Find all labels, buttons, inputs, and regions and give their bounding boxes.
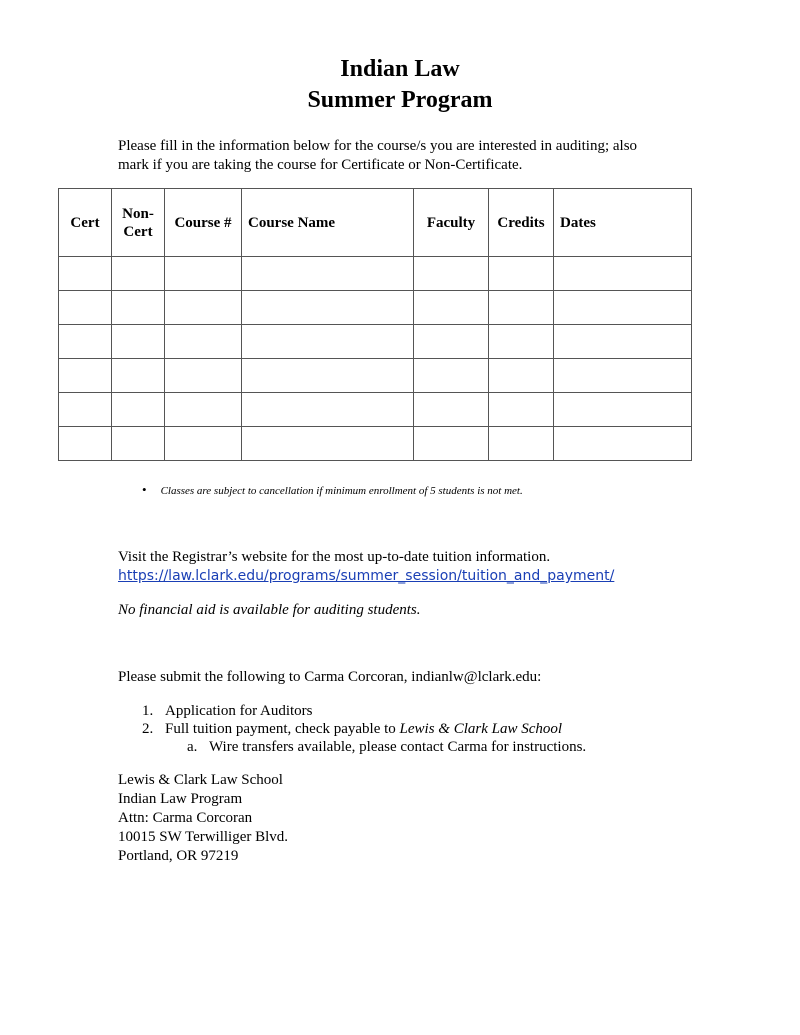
submit-item-2-prefix: Full tuition payment, check payable to [165, 721, 400, 737]
header-faculty: Faculty [414, 189, 489, 257]
table-cell[interactable] [242, 291, 414, 325]
header-non-cert: Non-Cert [112, 189, 165, 257]
intro-text [118, 137, 708, 175]
registrar-link[interactable]: https://law.lclark.edu/programs/summer_session/tuition_and_payment/ [118, 568, 615, 584]
header-course-name: Course Name [242, 189, 414, 257]
table-header-row [59, 189, 692, 257]
table-cell[interactable] [112, 325, 165, 359]
intro-line-2: mark if you are taking the course for Certificate or Non-Certificate. [118, 157, 523, 173]
table-cell[interactable] [112, 427, 165, 461]
header-dates: Dates [554, 189, 692, 257]
address-line: Portland, OR 97219 [118, 848, 239, 864]
table-cell[interactable] [554, 393, 692, 427]
table-cell[interactable] [242, 359, 414, 393]
table-cell[interactable] [112, 291, 165, 325]
table-cell[interactable] [414, 393, 489, 427]
table-cell[interactable] [165, 393, 242, 427]
table-cell[interactable] [489, 257, 554, 291]
table-cell[interactable] [489, 325, 554, 359]
table-cell[interactable] [59, 359, 112, 393]
table-cell[interactable] [59, 427, 112, 461]
submit-item-2-number: 2. [142, 721, 154, 737]
table-cell[interactable] [165, 359, 242, 393]
header-cert: Cert [59, 189, 112, 257]
table-cell[interactable] [414, 325, 489, 359]
table-cell[interactable] [59, 291, 112, 325]
submit-item-1-text: Application for Auditors [165, 703, 313, 719]
address-line: 10015 SW Terwilliger Blvd. [118, 829, 289, 845]
submit-item-2a-letter: a. [187, 739, 198, 755]
table-row [59, 257, 692, 291]
address-line: Lewis & Clark Law School [118, 772, 283, 788]
table-cell[interactable] [59, 325, 112, 359]
table-cell[interactable] [165, 427, 242, 461]
submit-item-1 [142, 702, 313, 721]
table-cell[interactable] [242, 257, 414, 291]
table-row [59, 291, 692, 325]
table-cell[interactable] [59, 257, 112, 291]
table-cell[interactable] [165, 257, 242, 291]
submit-item-2 [142, 720, 563, 739]
table-cell[interactable] [242, 325, 414, 359]
table-cell[interactable] [554, 257, 692, 291]
table-cell[interactable] [165, 325, 242, 359]
table-cell[interactable] [414, 359, 489, 393]
bullet-icon: • [142, 482, 147, 497]
table-cell[interactable] [112, 257, 165, 291]
title-line-1: Indian Law [340, 56, 460, 82]
table-cell[interactable] [414, 427, 489, 461]
table-cell[interactable] [414, 257, 489, 291]
table-row [59, 393, 692, 427]
table-row [59, 359, 692, 393]
submit-item-2-text [165, 720, 562, 739]
table-cell[interactable] [489, 291, 554, 325]
table-cell[interactable] [112, 359, 165, 393]
table-cell[interactable] [414, 291, 489, 325]
submit-item-2a-text: Wire transfers available, please contact Carma for instructions. [209, 739, 587, 755]
table-cell[interactable] [489, 427, 554, 461]
table-cell[interactable] [554, 427, 692, 461]
cancellation-note [142, 482, 523, 498]
address-line: Indian Law Program [118, 791, 243, 807]
header-credits: Credits [489, 189, 554, 257]
table-cell[interactable] [489, 359, 554, 393]
registrar-link-wrap [118, 567, 614, 586]
header-course-number: Course # [165, 189, 242, 257]
course-table [58, 188, 692, 461]
submit-intro: Please submit the following to Carma Corcoran, indianlw@lclark.edu: [118, 669, 542, 685]
table-cell[interactable] [242, 393, 414, 427]
financial-aid-note: No financial aid is available for auditing students. [118, 602, 421, 618]
registrar-text: Visit the Registrar’s website for the most up-to-date tuition information. [118, 549, 551, 565]
table-row [59, 427, 692, 461]
table-cell[interactable] [112, 393, 165, 427]
submit-item-1-number: 1. [142, 703, 154, 719]
table-cell[interactable] [554, 291, 692, 325]
table-cell[interactable] [242, 427, 414, 461]
intro-line-1: Please fill in the information below for the course/s you are interested in auditing; also [118, 138, 638, 154]
address-block [118, 771, 288, 866]
title-line-2: Summer Program [307, 87, 493, 113]
submit-item-2-payee: Lewis & Clark Law School [399, 721, 563, 737]
cancellation-note-text: Classes are subject to cancellation if minimum enrollment of 5 students is not met. [160, 485, 523, 497]
submit-item-2a [187, 738, 587, 757]
table-cell[interactable] [489, 393, 554, 427]
table-cell[interactable] [554, 359, 692, 393]
table-cell[interactable] [59, 393, 112, 427]
table-cell[interactable] [165, 291, 242, 325]
address-line: Attn: Carma Corcoran [118, 810, 253, 826]
table-row [59, 325, 692, 359]
table-cell[interactable] [554, 325, 692, 359]
